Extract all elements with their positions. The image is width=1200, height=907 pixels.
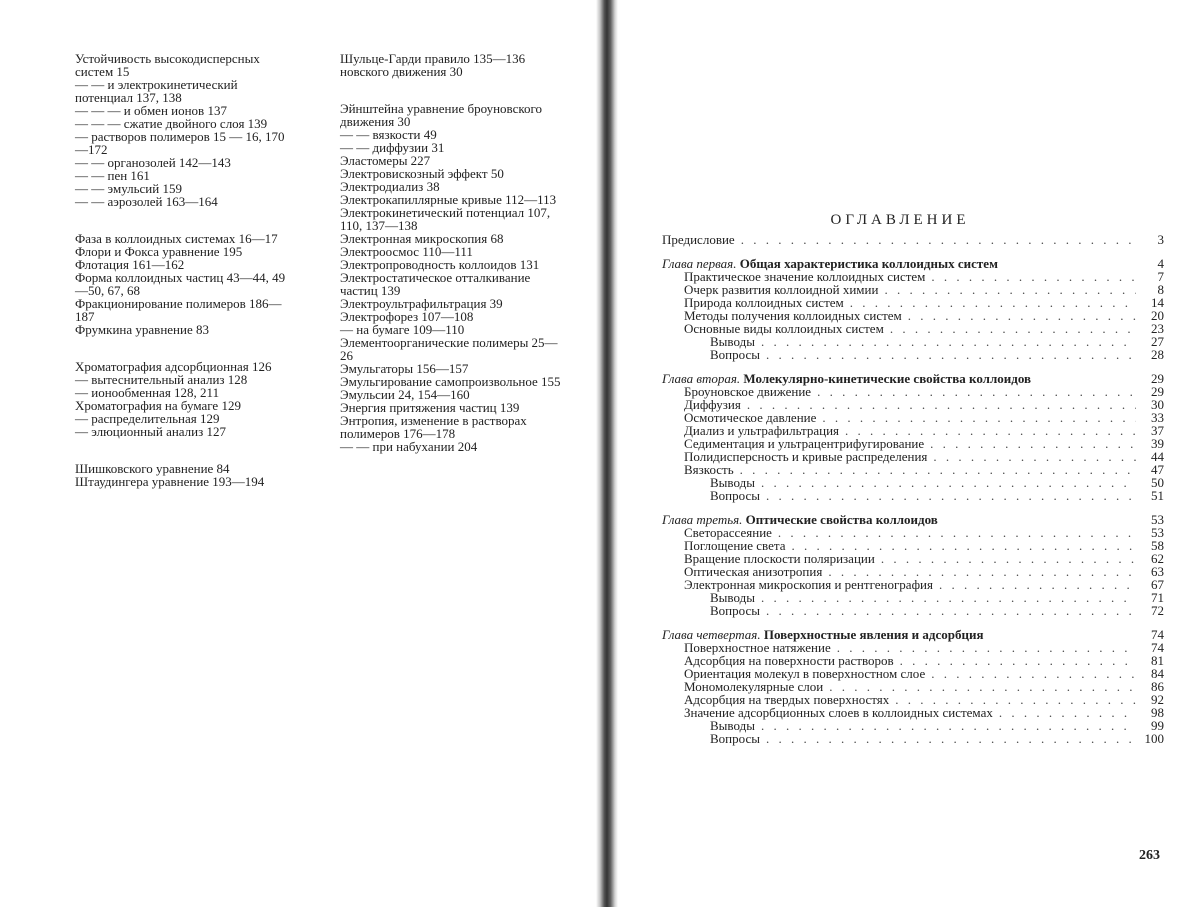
toc-entry-title: Броуновское движение xyxy=(684,384,812,399)
index-entry: Шульце-Гарди правило 135—136 xyxy=(340,51,526,66)
index-entry: Энергия притяжения частиц 139 xyxy=(340,400,520,415)
dot-leader xyxy=(761,591,1136,604)
toc-entry-title: Ориентация молекул в поверхностном слое xyxy=(684,666,926,681)
toc-entry-title: Осмотическое давление xyxy=(684,410,817,425)
toc-entry-title: Выводы xyxy=(710,334,755,349)
index-entry: Электронная микроскопия 68 xyxy=(340,231,504,246)
toc-entry-title: Мономолекулярные слои xyxy=(684,679,824,694)
dot-leader xyxy=(741,233,1136,246)
toc-entry-title: Оптическая анизотропия xyxy=(684,564,823,579)
toc-page-number: 53 xyxy=(1151,525,1164,540)
toc-entry-title: Природа коллоидных систем xyxy=(684,295,844,310)
index-entry: Электрокапиллярные кривые 112—113 xyxy=(340,192,557,207)
toc-page-number: 44 xyxy=(1151,449,1164,464)
chapter-label: Глава четвертая. xyxy=(662,627,764,642)
dot-leader xyxy=(817,385,1136,398)
index-column-2 xyxy=(340,52,562,453)
toc-entry-title: Основные виды коллоидных систем xyxy=(684,321,884,336)
index-entry: Электроосмос 110—111 xyxy=(340,244,473,259)
toc-entry-title: Очерк развития коллоидной химии xyxy=(684,282,879,297)
toc-entry-title: Предисловие xyxy=(662,232,735,247)
index-entry: — — пен 161 xyxy=(75,168,150,183)
chapter-label: Глава вторая. xyxy=(662,371,744,386)
index-entry: Фрумкина уравнение 83 xyxy=(75,322,209,337)
index-group-gap xyxy=(75,438,297,462)
index-entry: Элементоорганические полимеры 25—26 xyxy=(340,335,558,363)
chapter-title: Оптические свойства коллоидов xyxy=(745,512,938,527)
dot-leader xyxy=(931,270,1136,283)
toc-page-number: 28 xyxy=(1151,347,1164,362)
index-entry: Эластомеры 227 xyxy=(340,153,431,168)
toc-page-number: 4 xyxy=(1157,256,1164,271)
toc-entry-title: Светорассеяние xyxy=(684,525,772,540)
toc-row xyxy=(662,489,1164,502)
index-entry: — вытеснительный анализ 128 xyxy=(75,372,248,387)
toc-page-number: 27 xyxy=(1151,334,1164,349)
toc-row xyxy=(662,233,1164,246)
index-entry: — — — сжатие двойного слоя 139 xyxy=(75,116,268,131)
toc-entry-title: Диффузия xyxy=(684,397,741,412)
index-entry: — — — и обмен ионов 137 xyxy=(75,103,227,118)
index-group-gap xyxy=(75,336,297,360)
index-entry: Электровискозный эффект 50 xyxy=(340,166,504,181)
toc-page-number: 47 xyxy=(1151,462,1164,477)
toc-row xyxy=(662,623,1164,641)
toc-page-number: 74 xyxy=(1151,627,1164,642)
dot-leader xyxy=(881,552,1136,565)
toc-entry-title: Вязкость xyxy=(684,462,734,477)
toc-row xyxy=(662,450,1164,463)
toc-entry-title: Вопросы xyxy=(710,603,760,618)
toc-page-number: 84 xyxy=(1151,666,1164,681)
toc-page-number: 29 xyxy=(1151,371,1164,386)
dot-leader xyxy=(761,476,1136,489)
index-entry: — элюционный анализ 127 xyxy=(75,424,227,439)
index-column-1 xyxy=(75,52,297,488)
index-entry: Эмульсии 24, 154—160 xyxy=(340,387,470,402)
dot-leader xyxy=(766,732,1136,745)
toc-entry-title: Практическое значение коллоидных систем xyxy=(684,269,926,284)
toc-row xyxy=(662,508,1164,526)
toc-row xyxy=(662,732,1164,745)
toc-entry-title: Диализ и ультрафильтрация xyxy=(684,423,840,438)
dot-leader xyxy=(939,578,1136,591)
index-entry: — на бумаге 109—110 xyxy=(340,322,465,337)
toc-page-number: 33 xyxy=(1151,410,1164,425)
toc-page-number: 81 xyxy=(1151,653,1164,668)
index-entry: — растворов полимеров 15 — 16, 170—172 xyxy=(75,129,285,157)
dot-leader xyxy=(900,654,1136,667)
toc-page-number: 99 xyxy=(1151,718,1164,733)
index-entry: Флори и Фокса уравнение 195 xyxy=(75,244,243,259)
page-number: 263 xyxy=(1139,848,1160,863)
toc-row xyxy=(662,252,1164,270)
dot-leader xyxy=(822,411,1136,424)
toc-row xyxy=(662,348,1164,361)
index-entry: Устойчивость высокодисперсных систем 15 xyxy=(75,51,260,79)
toc-page-number: 29 xyxy=(1151,384,1164,399)
index-entry: Флотация 161—162 xyxy=(75,257,185,272)
chapter-title: Поверхностные явления и адсорбция xyxy=(763,627,984,642)
toc-page-number: 63 xyxy=(1151,564,1164,579)
contents-page xyxy=(600,0,1200,907)
index-entry: Электродиализ 38 xyxy=(340,179,440,194)
table-of-contents xyxy=(662,233,1164,745)
dot-leader xyxy=(766,489,1136,502)
toc-page-number: 71 xyxy=(1151,590,1164,605)
toc-page-number: 39 xyxy=(1151,436,1164,451)
toc-entry-title: Седиментация и ультрацентрифугирование xyxy=(684,436,925,451)
index-entry: Эйнштейна уравнение броуновского движения 30 xyxy=(340,101,543,129)
page-title: ОГЛАВЛЕНИЕ xyxy=(830,212,970,228)
dot-leader xyxy=(766,604,1136,617)
dot-leader xyxy=(884,283,1136,296)
toc-page-number: 30 xyxy=(1151,397,1164,412)
dot-leader xyxy=(931,667,1136,680)
toc-page-number: 92 xyxy=(1151,692,1164,707)
toc-entry-title: Выводы xyxy=(710,475,755,490)
toc-page-number: 86 xyxy=(1151,679,1164,694)
toc-row xyxy=(662,604,1164,617)
index-entry: — распределительная 129 xyxy=(75,411,220,426)
index-entry: Фракционирование полимеров 186—187 xyxy=(75,296,282,324)
toc-entry-title: Адсорбция на поверхности растворов xyxy=(684,653,894,668)
toc-page-number: 62 xyxy=(1151,551,1164,566)
toc-page-number: 3 xyxy=(1157,232,1164,247)
chapter-title: Общая характеристика коллоидных систем xyxy=(739,256,998,271)
dot-leader xyxy=(999,706,1136,719)
toc-page-number: 23 xyxy=(1151,321,1164,336)
toc-entry-title: Выводы xyxy=(710,718,755,733)
index-group-gap xyxy=(75,208,297,232)
toc-page-number: 58 xyxy=(1151,538,1164,553)
toc-page-number: 100 xyxy=(1144,731,1164,746)
dot-leader xyxy=(890,322,1136,335)
toc-page-number: 20 xyxy=(1151,308,1164,323)
toc-entry-title: Вопросы xyxy=(710,488,760,503)
chapter-label: Глава третья. xyxy=(662,512,746,527)
index-entry: Электроультрафильтрация 39 xyxy=(340,296,503,311)
toc-page-number: 74 xyxy=(1151,640,1164,655)
index-entry: Фаза в коллоидных системах 16—17 xyxy=(75,231,278,246)
index-entry: Хроматография на бумаге 129 xyxy=(75,398,241,413)
toc-entry-title: Вращение плоскости поляризации xyxy=(684,551,875,566)
toc-entry-title: Вопросы xyxy=(710,731,760,746)
toc-page-number: 51 xyxy=(1151,488,1164,503)
dot-leader xyxy=(778,526,1136,539)
index-entry: Эмульгаторы 156—157 xyxy=(340,361,469,376)
dot-leader xyxy=(908,309,1136,322)
index-entry: Хроматография адсорбционная 126 xyxy=(75,359,272,374)
toc-entry-title: Значение адсорбционных слоев в коллоидных системах xyxy=(684,705,993,720)
index-entry: Штаудингера уравнение 193—194 xyxy=(75,474,265,489)
toc-entry-title: Вопросы xyxy=(710,347,760,362)
index-entry: Электрофорез 107—108 xyxy=(340,309,474,324)
toc-page-number: 7 xyxy=(1157,269,1164,284)
index-entry: Электрокинетический потенциал 107, 110, 137—138 xyxy=(340,205,551,233)
dot-leader xyxy=(933,450,1136,463)
toc-page-number: 72 xyxy=(1151,603,1164,618)
toc-entry-title: Выводы xyxy=(710,590,755,605)
toc-page-number: 50 xyxy=(1151,475,1164,490)
dot-leader xyxy=(766,348,1136,361)
dot-leader xyxy=(930,437,1136,450)
toc-entry-title: Поглощение света xyxy=(684,538,786,553)
index-entry: — — и электрокинетический потенциал 137, 138 xyxy=(75,77,238,105)
dot-leader xyxy=(761,335,1136,348)
index-entry: Эмульгирование самопроизвольное 155 xyxy=(340,374,561,389)
toc-entry-title: Поверхностное натяжение xyxy=(684,640,831,655)
toc-page-number: 53 xyxy=(1151,512,1164,527)
index-group-gap xyxy=(340,78,562,102)
toc-page-number: 98 xyxy=(1151,705,1164,720)
toc-page-number: 67 xyxy=(1151,577,1164,592)
toc-row xyxy=(662,367,1164,385)
toc-entry-title: Полидисперсность и кривые распределения xyxy=(684,449,928,464)
toc-page-number: 14 xyxy=(1151,295,1164,310)
index-entry: Энтропия, изменение в растворах полимеров 176—178 xyxy=(340,413,527,441)
toc-entry-title: Электронная микроскопия и рентгенография xyxy=(684,577,933,592)
index-entry: Шишковского уравнение 84 xyxy=(75,461,230,476)
index-entry: Форма коллоидных частиц 43—44, 49—50, 67, 68 xyxy=(75,270,286,298)
index-entry: — — вязкости 49 xyxy=(340,127,437,142)
index-entry: — — диффузии 31 xyxy=(340,140,445,155)
dot-leader xyxy=(761,719,1136,732)
index-entry: — — при набухании 204 xyxy=(340,439,478,454)
chapter-title: Молекулярно-кинетические свойства коллоидов xyxy=(743,371,1032,386)
index-entry: — — аэрозолей 163—164 xyxy=(75,194,218,209)
toc-entry-title: Методы получения коллоидных систем xyxy=(684,308,902,323)
index-entry: Электропроводность коллоидов 131 xyxy=(340,257,540,272)
index-entry: — — эмульсий 159 xyxy=(75,181,182,196)
toc-entry-title: Адсорбция на твердых поверхностях xyxy=(684,692,890,707)
chapter-label: Глава первая. xyxy=(662,256,740,271)
index-entry: — ионообменная 128, 211 xyxy=(75,385,220,400)
dot-leader xyxy=(740,463,1136,476)
index-entry: Электростатическое отталкивание частиц 139 xyxy=(340,270,531,298)
toc-page-number: 8 xyxy=(1157,282,1164,297)
index-entry: новского движения 30 xyxy=(340,64,463,79)
index-entry: — — органозолей 142—143 xyxy=(75,155,231,170)
toc-page-number: 37 xyxy=(1151,423,1164,438)
